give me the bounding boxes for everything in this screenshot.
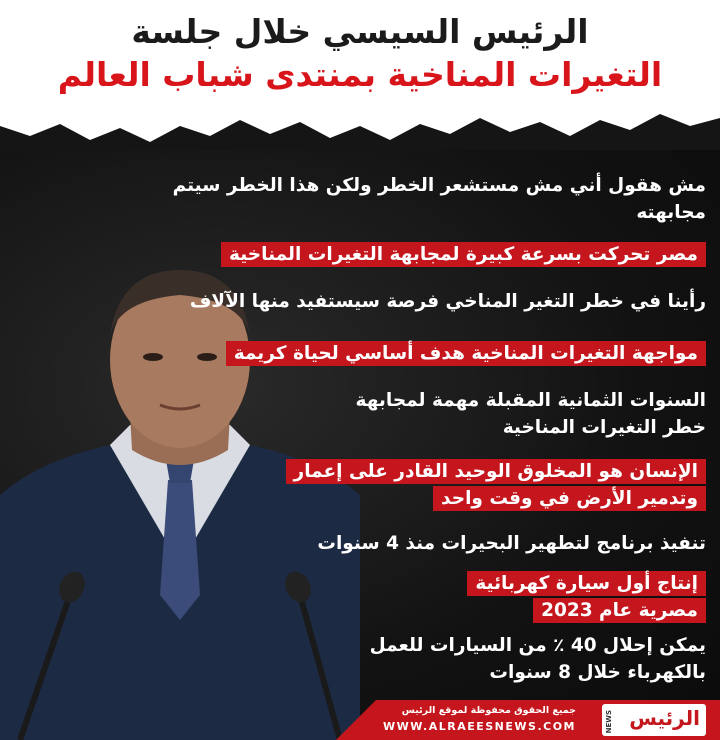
statement-2: مصر تحركت بسرعة كبيرة لمجابهة التغيرات المناخية bbox=[146, 241, 706, 268]
logo-news-label: NEWS bbox=[605, 710, 613, 734]
statement-9: يمكن إحلال 40 ٪ من السيارات للعمل بالكهرباء خلال 8 سنوات bbox=[369, 635, 706, 683]
torn-paper-edge bbox=[0, 96, 720, 156]
statement-6: الإنسان هو المخلوق الوحيد القادر على إعمار وتدمير الأرض في وقت واحد bbox=[236, 458, 706, 512]
copyright-text: جميع الحقوق محفوظة لموقع الرئيس bbox=[401, 705, 576, 716]
statement-7: تنفيذ برنامج لتطهير البحيرات منذ 4 سنوات bbox=[317, 533, 706, 554]
title-line-2: التغيرات المناخية بمنتدى شباب العالم bbox=[57, 55, 663, 94]
statement-8: إنتاج أول سيارة كهربائية مصرية عام 2023 bbox=[446, 570, 706, 624]
statement-3: رأينا في خطر التغير المناخي فرصة سيستفيد منها الآلاف bbox=[189, 291, 706, 312]
logo-text: الرئيس bbox=[629, 706, 700, 730]
statement-1: مش هقول أني مش مستشعر الخطر ولكن هذا الخطر سيتم مجابهته bbox=[172, 175, 706, 223]
site-logo[interactable] bbox=[602, 704, 706, 736]
footer-bar bbox=[336, 700, 720, 740]
website-link[interactable]: WWW.ALRAEESNEWS.COM bbox=[383, 720, 576, 733]
statement-5: السنوات الثمانية المقبلة مهمة لمجابهة خطر التغيرات المناخية bbox=[355, 390, 706, 438]
statement-4: مواجهة التغيرات المناخية هدف أساسي لحياة كريمة bbox=[146, 340, 706, 367]
title-line-1: الرئيس السيسي خلال جلسة bbox=[131, 12, 589, 51]
